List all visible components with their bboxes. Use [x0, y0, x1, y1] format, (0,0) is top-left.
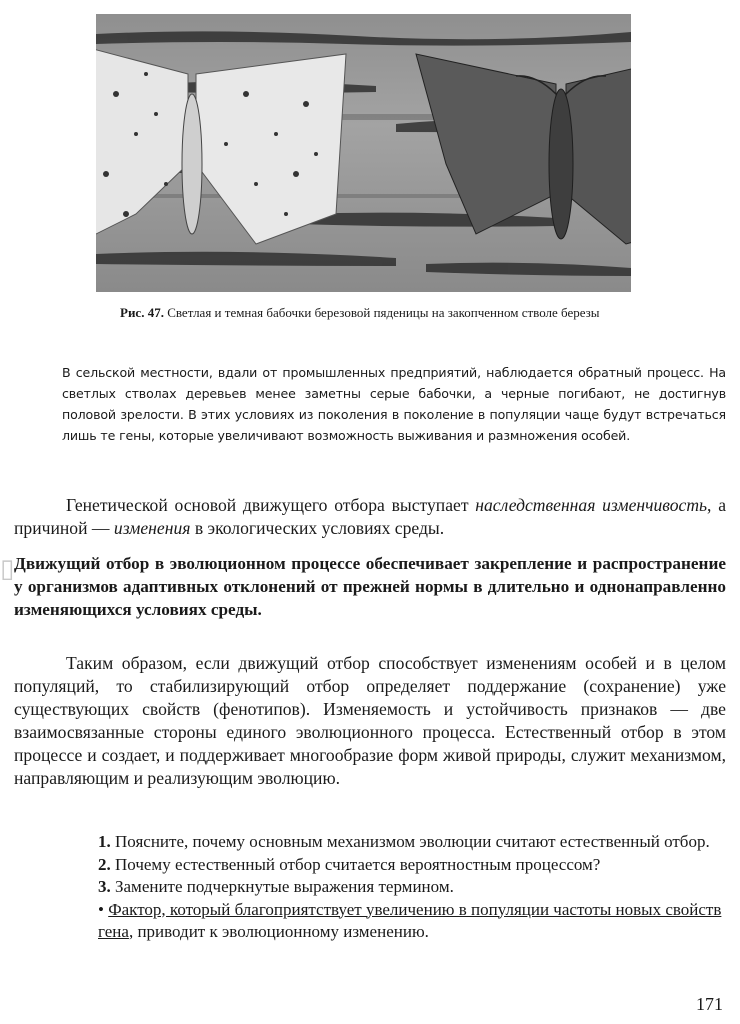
question-item — [98, 831, 728, 854]
underlined-phrase: Фактор, который благоприятствует увеличению в популяции частоты новых свойств гена — [98, 899, 722, 941]
genetic-text-3: в экологических условиях среды. — [190, 518, 445, 538]
genetic-italic-2: изменения — [113, 518, 191, 538]
task-rest: , приводит к эволюционному изменению. — [128, 922, 429, 941]
caption-number: Рис. 47. — [120, 305, 164, 320]
light-moth — [96, 34, 346, 264]
caption-text: Светлая и темная бабочки березовой пяденицы на закопченном стволе березы — [167, 305, 600, 320]
genetic-italic-1: наследственная изменчивость — [475, 495, 708, 515]
question-number: 3. — [98, 877, 111, 896]
genetic-text-1: Генетической основой движущего отбора выступает — [66, 495, 476, 515]
paragraph-genetic-basis — [14, 494, 726, 540]
question-text: Замените подчеркнутые выражения термином. — [115, 877, 454, 896]
supplementary-paragraph: В сельской местности, вдали от промышленных предприятий, наблюдается обратный процесс. На светлых стволах деревьев менее заметны серые бабочки, а черные погибают, не достигнув половой зрелости. В этих условиях из поколения в поколение в популяции чаще будут встречаться лишь те гены, которые увеличивают возможность выживания и размножения особей. — [62, 365, 726, 443]
page-number: 171 — [696, 994, 723, 1014]
genetic-text-2: , а причиной — — [14, 495, 726, 538]
conclusion-text: Таким образом, если движущий отбор способствует изменениям особей и в целом популяций, то стабилизирующий отбор определяет поддержание (сохранение) уже существующих свойств (фенотипов). Изменяемость и устойчивость признаков — две взаимосвязанные стороны единого эволюционного процесса. Естественный отбор в этом процессе и создает, и поддерживает многообразие форм живой природы, служит механизмом, направляющим и реализующим эволюцию. — [14, 653, 726, 788]
birch-bark-illustration — [96, 14, 631, 292]
question-number: 1. — [98, 832, 111, 851]
paragraph-conclusion — [14, 652, 726, 790]
figure-caption — [120, 304, 660, 321]
bullet-icon: • — [98, 899, 104, 919]
question-item — [98, 876, 728, 899]
question-item — [98, 854, 728, 877]
question-text: Поясните, почему основным механизмом эволюции считают естественный отбор. — [115, 832, 710, 851]
bold-statement: Движущий отбор в эволюционном процессе обеспечивает закрепление и распространение у организмов адаптивных отклонений от прежней нормы в длительно и однонаправленно изменяющихся условиях среды. — [14, 554, 726, 619]
task-item — [98, 899, 728, 944]
margin-mark: ▯ — [0, 554, 15, 584]
question-text: Почему естественный отбор считается вероятностным процессом? — [115, 854, 601, 874]
figure-illustration — [96, 14, 631, 292]
questions-list — [98, 831, 728, 944]
question-number: 2. — [98, 854, 111, 874]
